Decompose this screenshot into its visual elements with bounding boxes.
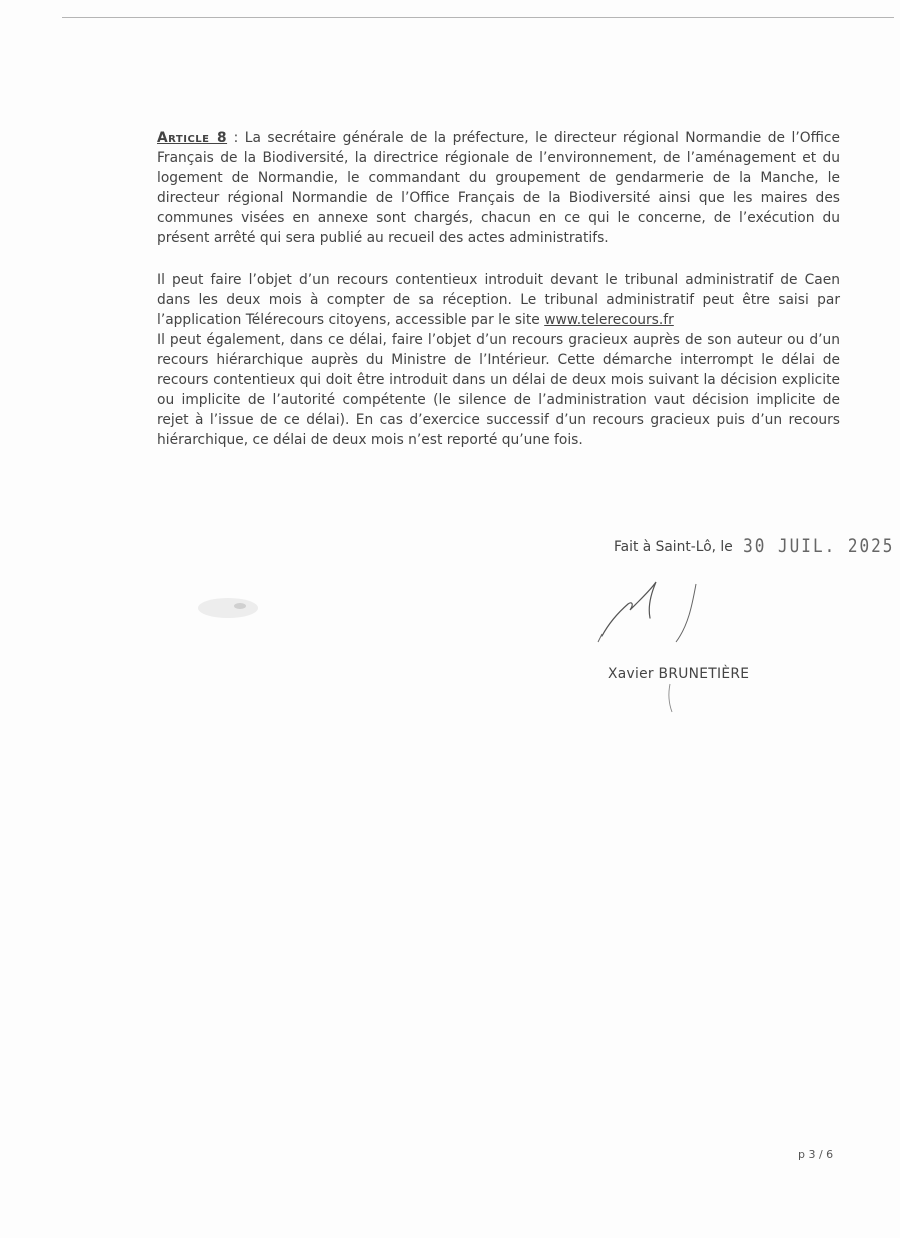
document-body xyxy=(157,128,840,450)
place-text: Fait à Saint-Lô, le xyxy=(614,539,733,555)
header-rule xyxy=(62,17,894,18)
signatory-name: Xavier BRUNETIÈRE xyxy=(608,666,750,682)
handwritten-signature xyxy=(592,566,702,716)
scan-smudge xyxy=(178,588,268,628)
article-label: Article 8 xyxy=(157,130,228,146)
telerecours-link[interactable]: www.telerecours.fr xyxy=(544,312,674,328)
recours-paragraph xyxy=(157,270,840,330)
article-text: : La secrétaire générale de la préfecture, le directeur régional Normandie de l’Office Français de la Biodiversité, la directrice régionale de l’environnement, de l’aménagement et du logement de Normandie, le commandant du groupement de gendarmerie de la Manche, le directeur régional Normandie de l’Office Français de la Biodiversité ainsi que les maires des communes visées en annexe sont chargés, chacun en ce qui le concerne, de l’exécution du présent arrêté qui sera publié au recueil des actes administratifs. xyxy=(157,130,840,246)
place-date-line xyxy=(614,536,894,557)
article-paragraph xyxy=(157,128,840,248)
recours-text-1: Il peut faire l’objet d’un recours contentieux introduit devant le tribunal administratif de Caen dans les deux mois à compter de sa réception. Le tribunal administratif peut être saisi par l’application Télérecours citoyens, accessible par le site xyxy=(157,272,840,328)
page-number: p 3 / 6 xyxy=(798,1148,834,1161)
recours-text-2: Il peut également, dans ce délai, faire l’objet d’un recours gracieux auprès de son auteur ou d’un recours hiérarchique auprès du Ministre de l’Intérieur. Cette démarche interrompt le délai de recours contentieux qui doit être introduit dans un délai de deux mois suivant la décision explicite ou implicite de l’autorité compétente (le silence de l’administration vaut décision implicite de rejet à l’issue de ce délai). En cas d’exercice successif d’un recours gracieux puis d’un recours hiérarchique, ce délai de deux mois n’est reporté qu’une fois. xyxy=(157,332,840,448)
recours-gracieux-paragraph xyxy=(157,330,840,450)
date-stamp: 30 JUIL. 2025 xyxy=(743,534,895,557)
